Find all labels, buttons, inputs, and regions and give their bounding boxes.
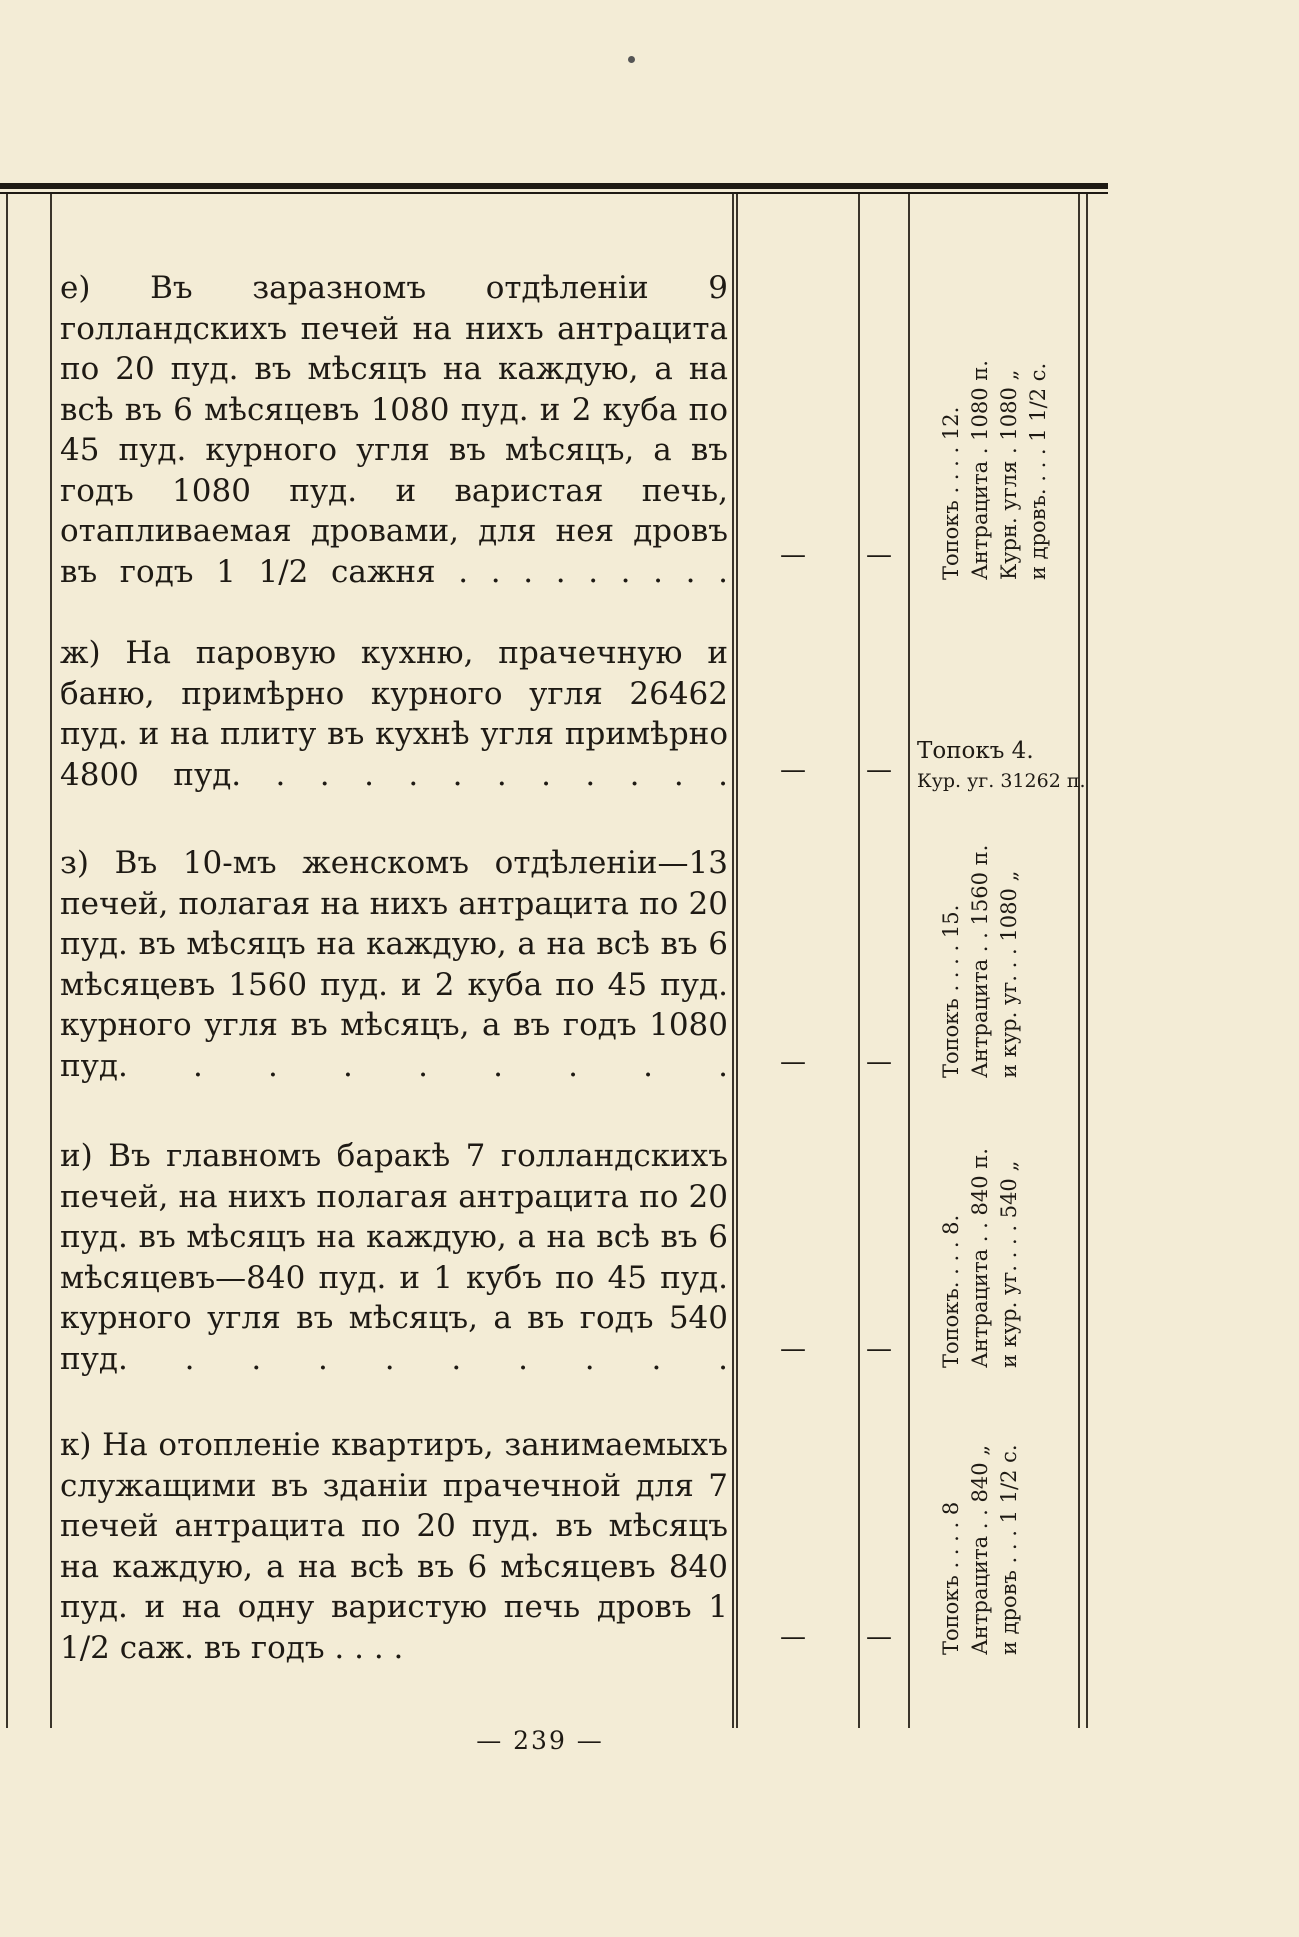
- entry-k-col2: —: [866, 1622, 892, 1652]
- entry-zh-col1: —: [780, 755, 806, 785]
- page-number: — 239 —: [476, 1726, 604, 1755]
- entry-zh-text: ж) На паровую кухню, прачечную и баню, примѣрно курного угля 26462 пуд. и на плиту въ кухнѣ угля примѣрно 4800 пуд. . . . . . . . . . . .: [60, 635, 728, 793]
- entry-z-text: з) Въ 10-мъ женскомъ отдѣленiи—13 печей, полагая на нихъ антрацита по 20 пуд. въ мѣсяцъ на каждую, а на всѣ въ 6 мѣсяцевъ 1560 пуд. и 2 куба по 45 пуд. курного угля въ мѣсяцъ, а въ годъ 1080 пуд. . . . . . . . .: [60, 845, 728, 1084]
- entry-i-summary: Топокъ. . . . 8. Антрацита . . 840 п. и кур. уг. . . . 540 „: [939, 1148, 1021, 1368]
- entry-i-text: и) Въ главномъ баракѣ 7 голландскихъ печей, на нихъ полагая антрацита по 20 пуд. въ мѣсяцъ на каждую, а на всѣ въ 6 мѣсяцевъ—840 пуд. и 1 кубъ по 45 пуд. курного угля въ мѣсяцъ, а въ годъ 540 пуд. . . . . . . . . .: [60, 1138, 728, 1377]
- ink-speck: [628, 56, 635, 63]
- entry-i-col1: —: [780, 1334, 806, 1364]
- column-rule: [908, 194, 910, 1728]
- column-rule: [50, 194, 52, 1728]
- entry-e-text: е) Въ заразномъ отдѣленiи 9 голландскихъ печей на нихъ антрацита по 20 пуд. въ мѣсяцъ на каждую, а на всѣ въ 6 мѣсяцевъ 1080 пуд. и 2 куба по 45 пуд. курного угля въ мѣсяцъ, а въ годъ 1080 пуд. и варистая печь, отапливаемая дровами, для нея дровъ въ годъ 1 1/2 сажня . . . . . . . . .: [60, 270, 728, 590]
- column-rule: [1086, 194, 1088, 1728]
- entry-i-col2: —: [866, 1334, 892, 1364]
- column-rule: [858, 194, 860, 1728]
- entry-e-col1: —: [780, 540, 806, 570]
- entry-z-col1: —: [780, 1047, 806, 1077]
- column-rule: [736, 194, 738, 1728]
- entry-e-summary: Топокъ . . . . 12. Антрацита . 1080 п. Курн. угля . 1080 „ и дровъ. . . . 1 1/2 с.: [939, 360, 1050, 580]
- entry-zh-summary-line2: Кур. уг. 31262 п.: [917, 770, 1086, 792]
- table-top-rule-thin: [0, 192, 1108, 194]
- entry-z-col2: —: [866, 1047, 892, 1077]
- entry-zh-summary-line1: Топокъ 4.: [917, 738, 1034, 764]
- table-top-rule: [0, 183, 1108, 189]
- column-rule: [6, 194, 8, 1728]
- column-rule: [732, 194, 734, 1728]
- entry-k-text: к) На отопленiе квартиръ, занимаемыхъ служащими въ зданiи прачечной для 7 печей антрацита по 20 пуд. въ мѣсяцъ на каждую, а на всѣ въ 6 мѣсяцевъ 840 пуд. и на одну варистую печь дровъ 1 1/2 саж. въ годъ . . . .: [60, 1427, 728, 1666]
- entry-e-col2: —: [866, 540, 892, 570]
- column-rule: [1078, 194, 1080, 1728]
- entry-k-col1: —: [780, 1622, 806, 1652]
- entry-z-summary: Топокъ . . . . 15. Антрацита . . 1560 п. и кур. уг. . . 1080 „: [939, 844, 1021, 1078]
- entry-zh-col2: —: [866, 755, 892, 785]
- entry-k-summary: Топокъ . . . . 8 Антрацита . . 840 „ и дровъ . . . 1 1/2 с.: [939, 1444, 1021, 1655]
